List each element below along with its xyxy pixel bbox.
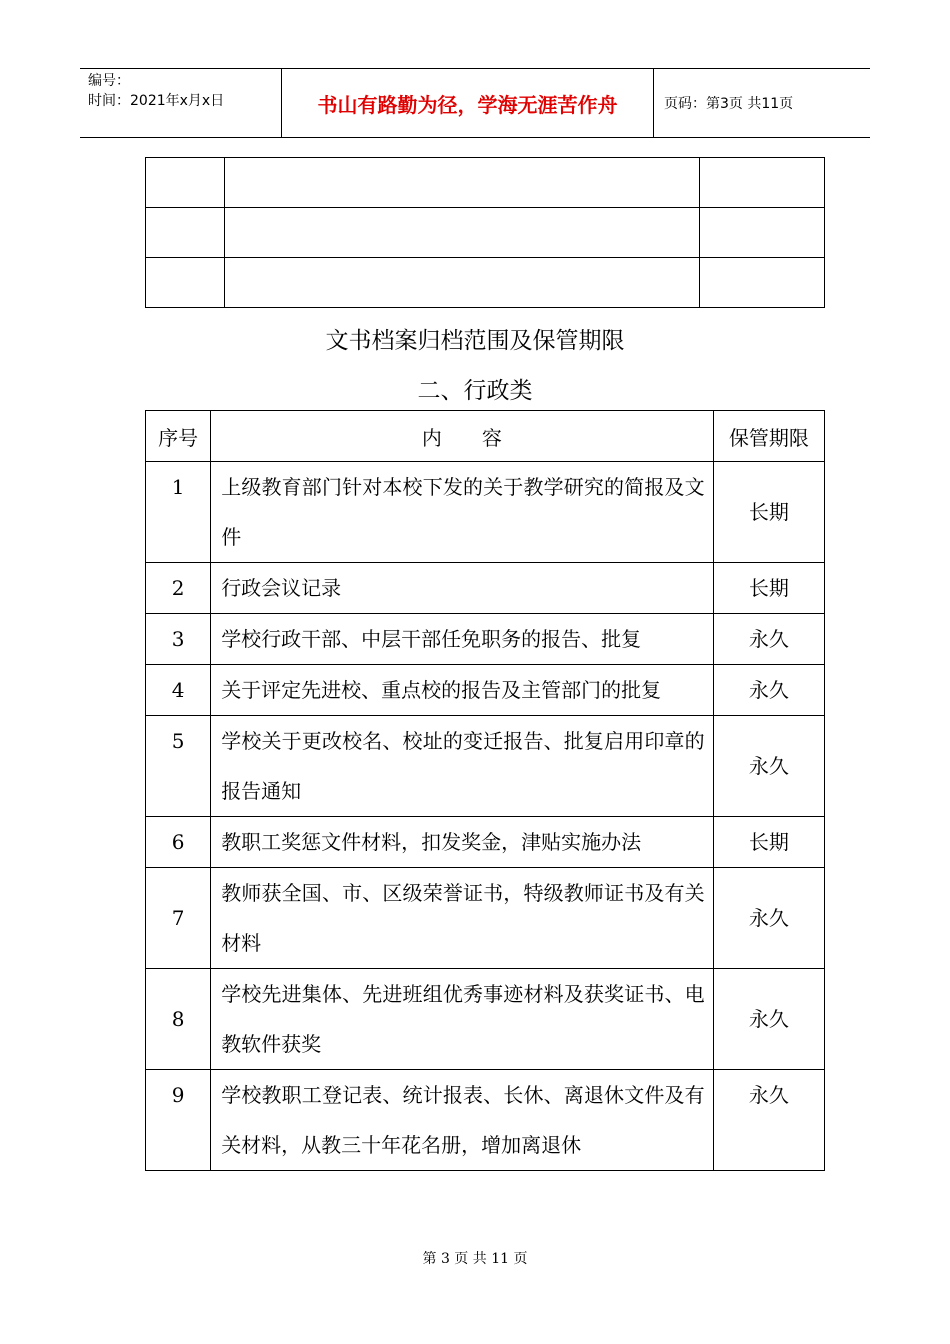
number-label: 编号： — [88, 73, 130, 89]
document-title: 文书档案归档范围及保管期限 — [325, 328, 625, 354]
row-number: 6 — [146, 817, 211, 868]
row-period: 永久 — [713, 716, 824, 817]
page-header — [80, 68, 870, 138]
row-number: 1 — [146, 462, 211, 563]
table-row — [146, 208, 825, 258]
header-page-info: 页码：第3页 共11页 — [664, 96, 794, 112]
header-motto: 书山有路勤为径，学海无涯苦作舟 — [282, 69, 654, 137]
row-period: 永久 — [713, 868, 824, 969]
table-row — [146, 969, 825, 1070]
row-period: 长期 — [713, 817, 824, 868]
header-meta — [80, 69, 282, 137]
table-row — [146, 462, 825, 563]
row-period: 永久 — [713, 665, 824, 716]
header-no: 序号 — [146, 411, 211, 462]
archive-table — [145, 410, 825, 1171]
table-row — [146, 563, 825, 614]
row-content: 教师获全国、市、区级荣誉证书，特级教师证书及有关材料 — [221, 881, 705, 955]
row-content: 教职工奖惩文件材料，扣发奖金，津贴实施办法 — [221, 830, 642, 854]
table-row — [146, 868, 825, 969]
row-content: 学校行政干部、中层干部任免职务的报告、批复 — [221, 627, 642, 651]
row-number: 2 — [146, 563, 211, 614]
row-period: 永久 — [713, 969, 824, 1070]
row-period: 永久 — [713, 1070, 824, 1171]
row-number: 5 — [146, 716, 211, 817]
row-content: 学校教职工登记表、统计报表、长休、离退休文件及有关材料，从教三十年花名册，增加离退休 — [221, 1083, 705, 1157]
row-number: 8 — [146, 969, 211, 1070]
table-row — [146, 817, 825, 868]
row-period: 长期 — [713, 563, 824, 614]
row-number: 3 — [146, 614, 211, 665]
continuation-table — [145, 157, 825, 308]
header-content: 内 容 — [211, 411, 713, 462]
row-content: 关于评定先进校、重点校的报告及主管部门的批复 — [221, 678, 662, 702]
table-row — [146, 158, 825, 208]
date-label: 时间：2021年x月x日 — [88, 93, 225, 109]
section-title: 二、行政类 — [417, 378, 533, 404]
row-period: 长期 — [713, 462, 824, 563]
table-header-row — [146, 411, 825, 462]
row-content: 上级教育部门针对本校下发的关于教学研究的简报及文件 — [221, 475, 705, 549]
row-content: 学校先进集体、先进班组优秀事迹材料及获奖证书、电教软件获奖 — [221, 982, 705, 1056]
row-number: 7 — [146, 868, 211, 969]
table-row — [146, 614, 825, 665]
table-row — [146, 716, 825, 817]
page-footer: 第 3 页 共 11 页 — [422, 1251, 528, 1267]
table-row — [146, 1070, 825, 1171]
row-period: 永久 — [713, 614, 824, 665]
table-row — [146, 665, 825, 716]
table-row — [146, 258, 825, 308]
row-number: 4 — [146, 665, 211, 716]
row-number: 9 — [146, 1070, 211, 1171]
row-content: 行政会议记录 — [221, 576, 342, 600]
header-period: 保管期限 — [713, 411, 824, 462]
row-content: 学校关于更改校名、校址的变迁报告、批复启用印章的报告通知 — [221, 729, 705, 803]
